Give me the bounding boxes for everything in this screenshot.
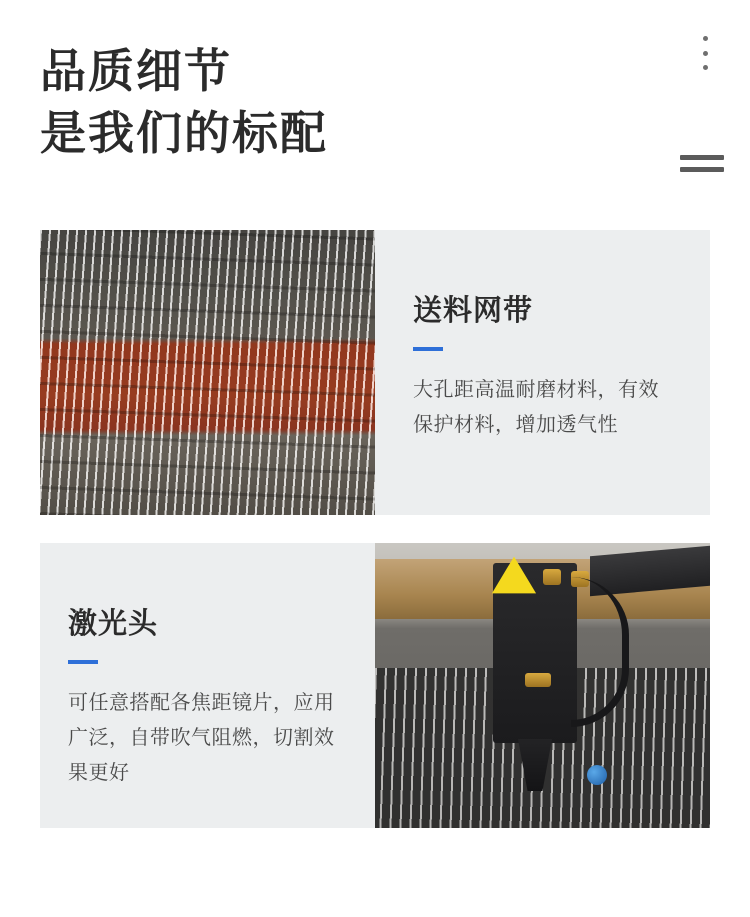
feature-card-description: 可任意搭配各焦距镜片，应用广泛，自带吹气阻燃，切割效果更好 bbox=[68, 692, 335, 784]
hamburger-menu-icon[interactable] bbox=[680, 148, 726, 178]
feature-card-list bbox=[0, 230, 750, 828]
laser-head-photo bbox=[375, 543, 710, 828]
feature-card-title: 送料网带 bbox=[413, 295, 534, 327]
feature-card-mesh-belt bbox=[40, 230, 710, 515]
brass-fitting-3 bbox=[525, 673, 551, 687]
more-options-icon[interactable] bbox=[696, 36, 714, 70]
burger-line-1 bbox=[680, 155, 724, 160]
laser-head-illustration bbox=[375, 543, 710, 828]
page-header bbox=[0, 0, 750, 230]
burger-line-2 bbox=[680, 167, 724, 172]
page-title bbox=[40, 40, 750, 164]
brass-fitting-1 bbox=[543, 569, 561, 585]
mesh-belt-illustration bbox=[40, 230, 375, 515]
accent-rule bbox=[413, 347, 443, 351]
page-title-line-1: 品质细节 bbox=[40, 45, 232, 97]
accent-rule bbox=[68, 660, 98, 664]
feature-card-body bbox=[40, 543, 375, 828]
dot-1 bbox=[703, 36, 708, 41]
page-title-line-2: 是我们的标配 bbox=[40, 107, 328, 160]
feature-card-title: 激光头 bbox=[68, 608, 159, 640]
blue-connector bbox=[587, 765, 607, 785]
conveyor-mesh-belt-photo bbox=[40, 230, 375, 515]
dot-3 bbox=[703, 65, 708, 70]
dot-2 bbox=[703, 51, 708, 56]
feature-card-laser-head bbox=[40, 543, 710, 828]
feature-card-description: 大孔距高温耐磨材料，有效保护材料，增加透气性 bbox=[413, 379, 659, 436]
feature-card-body bbox=[375, 230, 710, 515]
